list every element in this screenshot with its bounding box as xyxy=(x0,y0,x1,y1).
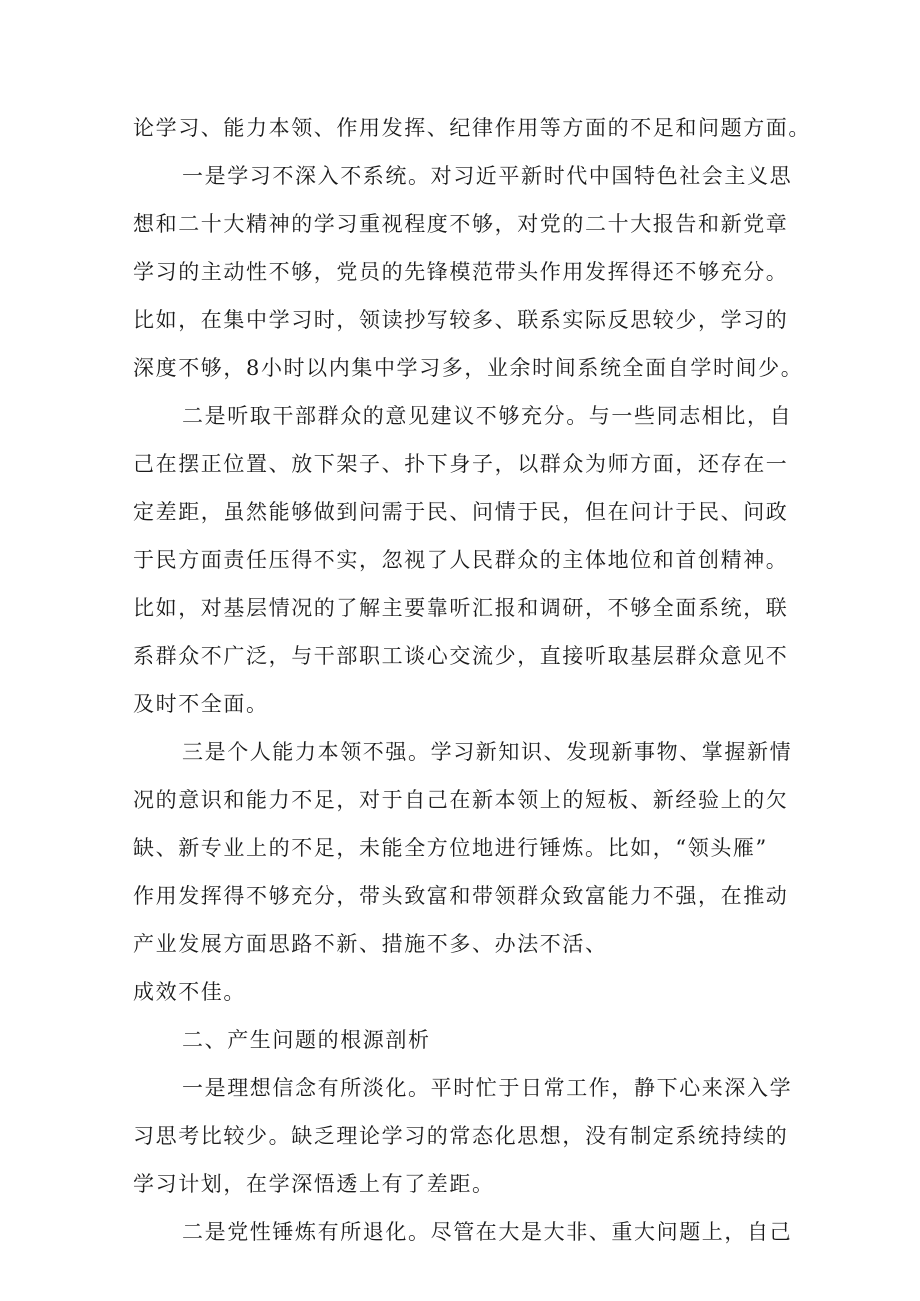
text-line: 产业发展方面思路不新、措施不多、办法不活、 xyxy=(133,932,608,956)
paragraph-start-line: 二是党性锤炼有所退化。尽管在大是大非、重大问题上，自己 xyxy=(182,1220,793,1244)
section-heading: 二、产生问题的根源剖析 xyxy=(182,1028,431,1052)
paragraph-start-line: 三是个人能力本领不强。学习新知识、发现新事物、掌握新情 xyxy=(182,740,793,764)
text-line: 想和二十大精神的学习重视程度不够，对党的二十大报告和新党章 xyxy=(133,212,789,236)
text-line: 论学习、能力本领、作用发挥、纪律作用等方面的不足和问题方面。 xyxy=(133,116,811,140)
text-line: 定差距，虽然能够做到问需于民、问情于民，但在问计于民、问政 xyxy=(133,500,789,524)
text-line: 于民方面责任压得不实，忽视了人民群众的主体地位和首创精神。 xyxy=(133,548,789,572)
text-line: 成效不佳。 xyxy=(133,980,246,1004)
text-line: 系群众不广泛，与干部职工谈心交流少，直接听取基层群众意见不 xyxy=(133,644,789,668)
paragraph-start-line: 一是理想信念有所淡化。平时忙于日常工作，静下心来深入学 xyxy=(182,1076,793,1100)
text-line: 比如，在集中学习时，领读抄写较多、联系实际反思较少，学习的 xyxy=(133,308,789,332)
text-line: 习思考比较少。缺乏理论学习的常态化思想，没有制定系统持续的 xyxy=(133,1124,789,1148)
paragraph-start-line: 二是听取干部群众的意见建议不够充分。与一些同志相比，自 xyxy=(182,404,793,428)
text-line: 比如，对基层情况的了解主要靠听汇报和调研，不够全面系统，联 xyxy=(133,596,789,620)
text-line: 深度不够，8小时以内集中学习多，业余时间系统全面自学时间少。 xyxy=(133,356,804,380)
text-line: 己在摆正位置、放下架子、扑下身子，以群众为师方面，还存在一 xyxy=(133,452,789,476)
text-line: 况的意识和能力不足，对于自己在新本领上的短板、新经验上的欠 xyxy=(133,788,789,812)
text-line: 缺、新专业上的不足，未能全方位地进行锤炼。比如，“领头雁” xyxy=(133,836,768,860)
text-line: 及时不全面。 xyxy=(133,692,269,716)
paragraph-start-line: 一是学习不深入不系统。对习近平新时代中国特色社会主义思 xyxy=(182,164,793,188)
text-line: 学习计划，在学深悟透上有了差距。 xyxy=(133,1172,495,1196)
text-line: 作用发挥得不够充分，带头致富和带领群众致富能力不强，在推动 xyxy=(133,884,789,908)
text-line: 学习的主动性不够，党员的先锋模范带头作用发挥得还不够充分。 xyxy=(133,260,789,284)
